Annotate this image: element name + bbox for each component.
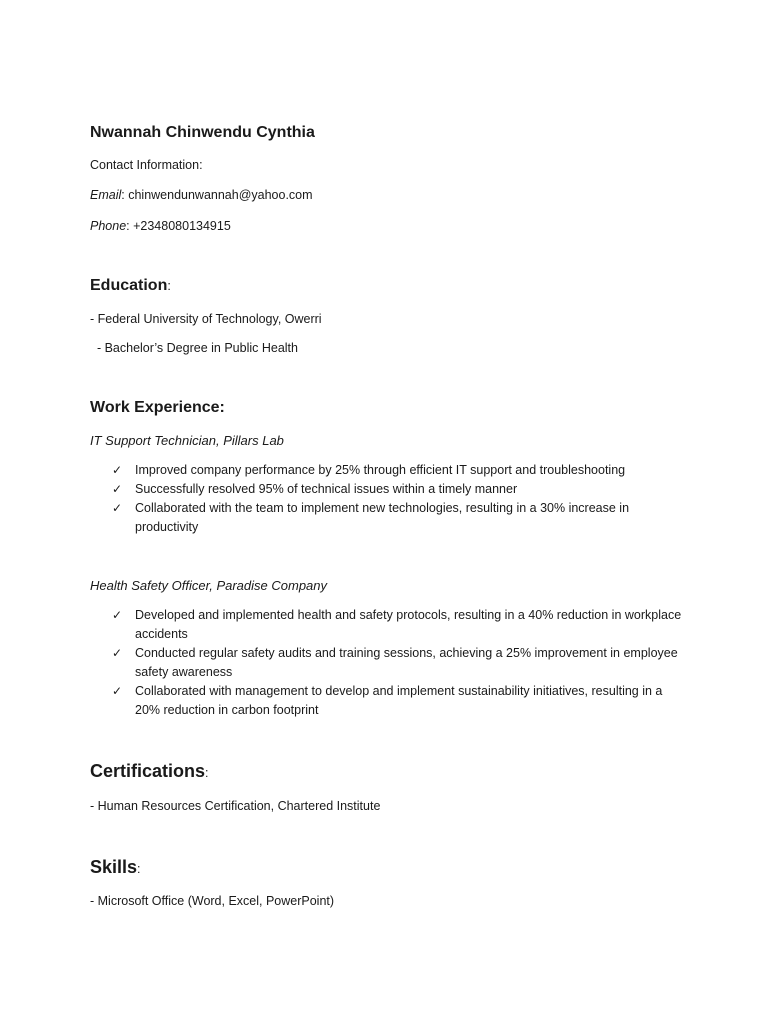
bullet-text: Successfully resolved 95% of technical issues within a timely manner <box>135 482 518 496</box>
phone-label: Phone <box>90 219 127 233</box>
check-icon: ✓ <box>112 482 123 496</box>
bullet-text: Collaborated with the team to implement new technologies, resulting in a 30% increase in productivity <box>135 501 630 534</box>
education-item: - Bachelor’s Degree in Public Health <box>90 341 298 355</box>
skills-heading <box>90 857 141 878</box>
certification-item: - Human Resources Certification, Chartered Institute <box>90 799 381 813</box>
email-line <box>90 187 313 203</box>
resume-page <box>90 0 690 1024</box>
work-experience-heading: Work Experience: <box>90 399 225 416</box>
bullet-text: Collaborated with management to develop and implement sustainability initiatives, resulting in a 20% reduction in carbon footprint <box>135 684 663 717</box>
list-item <box>90 480 690 499</box>
list-item <box>90 644 690 682</box>
check-icon: ✓ <box>112 501 123 515</box>
phone-line <box>90 218 231 234</box>
email-label: Email <box>90 188 122 202</box>
check-icon: ✓ <box>112 684 123 698</box>
list-item <box>90 606 690 644</box>
skills-heading-text: Skills <box>90 857 138 877</box>
certifications-heading-text: Certifications <box>90 761 206 781</box>
bullet-text: Developed and implemented health and safety protocols, resulting in a 40% reduction in workplace accidents <box>135 608 682 641</box>
bullet-text: Improved company performance by 25% through efficient IT support and troubleshooting <box>135 463 626 477</box>
check-icon: ✓ <box>112 646 123 660</box>
list-item <box>90 499 690 537</box>
certifications-heading <box>90 761 209 782</box>
skills-heading-colon: : <box>137 862 141 876</box>
check-icon: ✓ <box>112 608 123 622</box>
education-heading-colon: : <box>167 279 171 293</box>
job-title: Health Safety Officer, Paradise Company <box>90 578 328 593</box>
job-bullet-list <box>90 461 690 537</box>
education-heading-text: Education <box>90 277 168 294</box>
list-item <box>90 461 690 480</box>
education-item: - Federal University of Technology, Owerri <box>90 312 322 326</box>
email-value: : chinwendunwannah@yahoo.com <box>121 188 313 202</box>
job-title: IT Support Technician, Pillars Lab <box>90 433 284 448</box>
candidate-name: Nwannah Chinwendu Cynthia <box>90 124 315 141</box>
bullet-text: Conducted regular safety audits and training sessions, achieving a 25% improvement in employee safety awareness <box>135 646 678 679</box>
phone-value: : +2348080134915 <box>126 219 231 233</box>
job-bullet-list <box>90 606 690 720</box>
skill-item: - Microsoft Office (Word, Excel, PowerPoint) <box>90 894 335 908</box>
list-item <box>90 682 690 720</box>
certifications-heading-colon: : <box>205 766 209 780</box>
education-heading <box>90 277 171 295</box>
check-icon: ✓ <box>112 463 123 477</box>
contact-heading: Contact Information: <box>90 158 203 172</box>
